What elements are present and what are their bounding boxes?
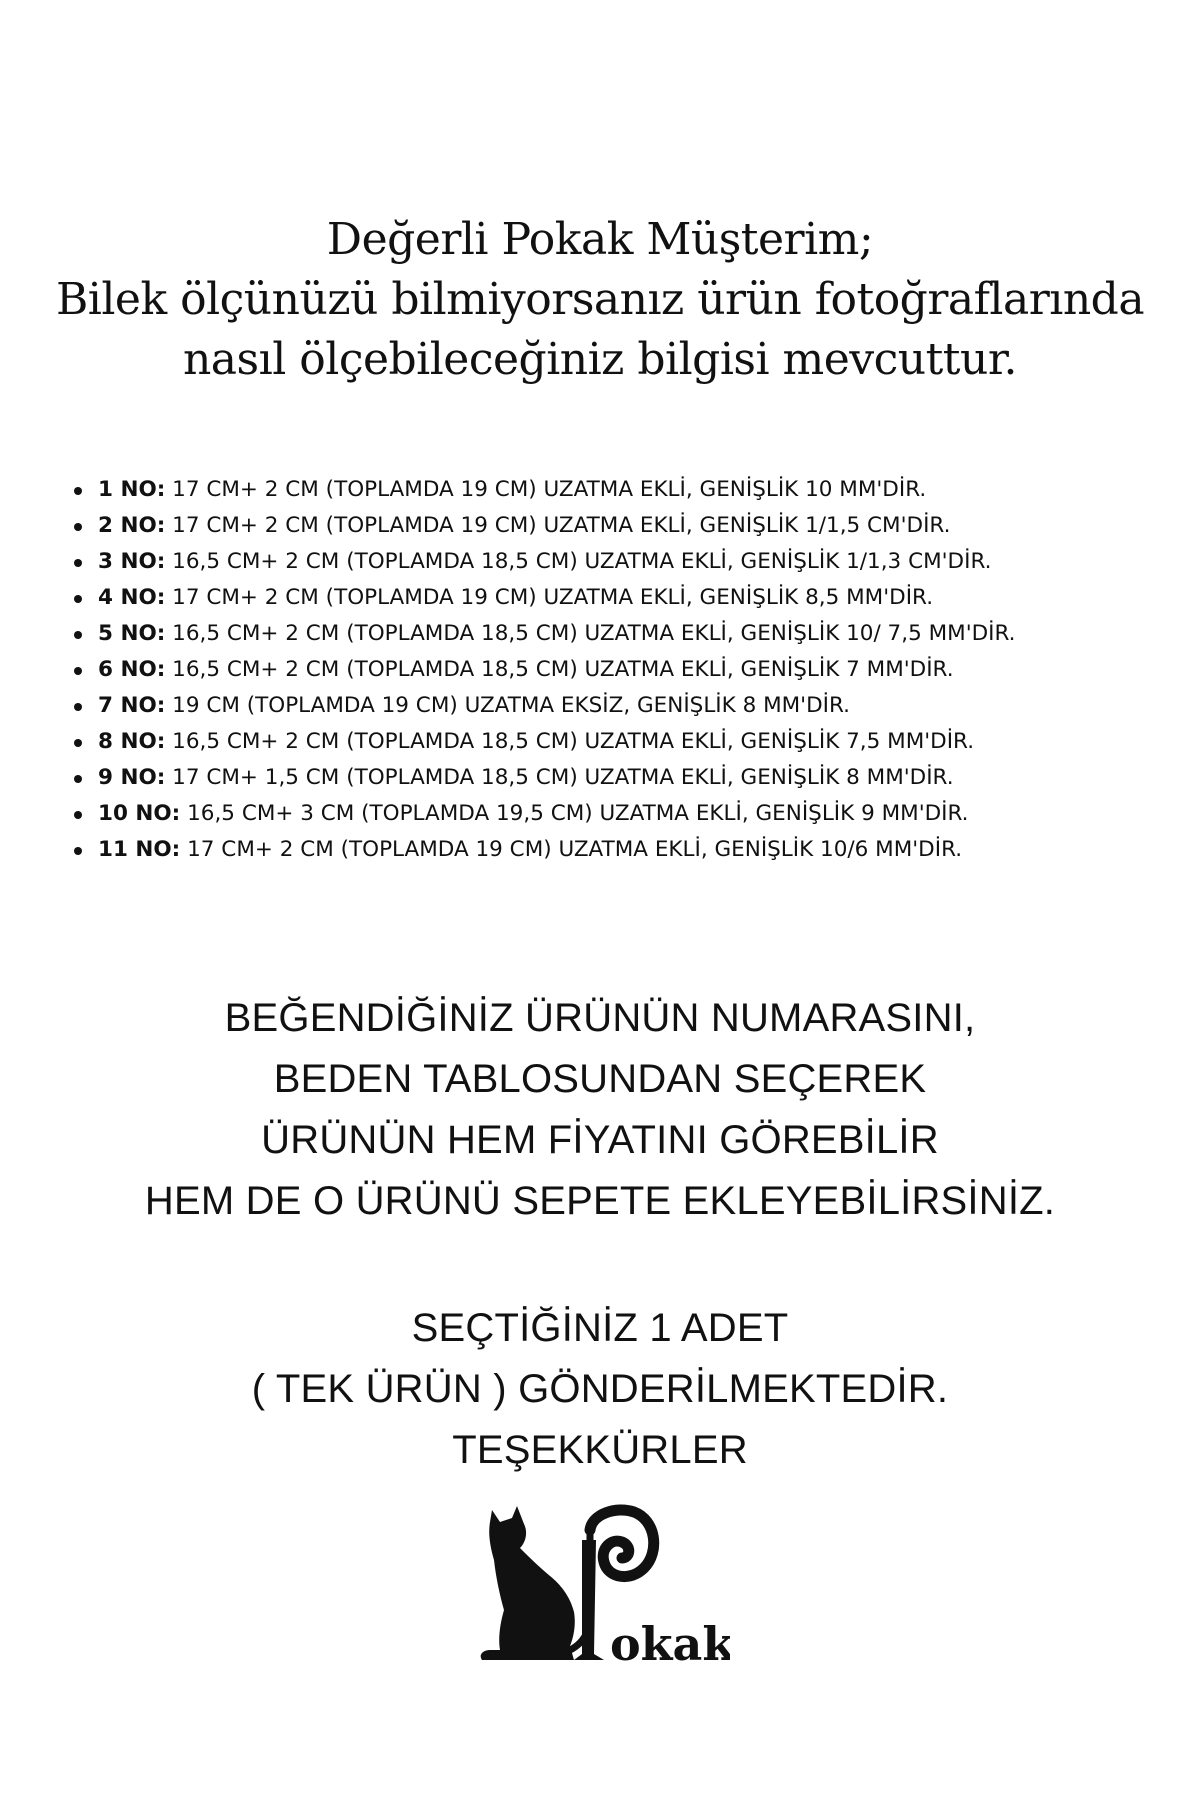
size-number: 3 NO:	[98, 549, 166, 574]
logo-wordmark: okak	[610, 1617, 730, 1670]
size-number: 8 NO:	[98, 729, 166, 754]
ordering-instructions	[0, 988, 1200, 1232]
size-number: 10 NO:	[98, 801, 181, 826]
size-description: 17 CM+ 2 CM (TOPLAMDA 19 CM) UZATMA EKLİ, GENİŞLİK 10/6 MM'DİR.	[180, 837, 963, 862]
size-number: 9 NO:	[98, 765, 166, 790]
thanks-text: TEŞEKKÜRLER	[452, 1428, 748, 1472]
instruction-line: HEM DE O ÜRÜNÜ SEPETE EKLEYEBİLİRSİNİZ.	[144, 1179, 1056, 1223]
size-item	[70, 544, 1016, 580]
size-description: 16,5 CM+ 2 CM (TOPLAMDA 18,5 CM) UZATMA EKLİ, GENİŞLİK 10/ 7,5 MM'DİR.	[165, 621, 1016, 646]
pokak-logo-graphic	[470, 1500, 730, 1670]
size-description: 16,5 CM+ 3 CM (TOPLAMDA 19,5 CM) UZATMA EKLİ, GENİŞLİK 9 MM'DİR.	[180, 801, 969, 826]
size-list	[70, 472, 1016, 868]
greeting-heading	[0, 210, 1200, 390]
size-description: 19 CM (TOPLAMDA 19 CM) UZATMA EKSİZ, GENİŞLİK 8 MM'DİR.	[165, 693, 851, 718]
size-item	[70, 616, 1016, 652]
instruction-line: BEĞENDİĞİNİZ ÜRÜNÜN NUMARASINI,	[224, 996, 976, 1040]
size-number: 6 NO:	[98, 657, 166, 682]
instruction-line: ÜRÜNÜN HEM FİYATINI GÖREBİLİR	[261, 1118, 939, 1162]
logo-p-bowl	[590, 1510, 654, 1577]
size-item	[70, 508, 1016, 544]
greeting-line: Değerli Pokak Müşterim;	[326, 214, 874, 265]
size-item	[70, 472, 1016, 508]
size-number: 7 NO:	[98, 693, 166, 718]
shipping-line: ( TEK ÜRÜN ) GÖNDERİLMEKTEDİR.	[251, 1367, 949, 1411]
pokak-logo	[470, 1500, 730, 1670]
size-item	[70, 652, 1016, 688]
size-item	[70, 580, 1016, 616]
size-description: 17 CM+ 1,5 CM (TOPLAMDA 18,5 CM) UZATMA EKLİ, GENİŞLİK 8 MM'DİR.	[165, 765, 954, 790]
size-item	[70, 760, 1016, 796]
size-description: 17 CM+ 2 CM (TOPLAMDA 19 CM) UZATMA EKLİ, GENİŞLİK 10 MM'DİR.	[165, 477, 927, 502]
instruction-line: BEDEN TABLOSUNDAN SEÇEREK	[273, 1057, 927, 1101]
size-number: 5 NO:	[98, 621, 166, 646]
size-number: 4 NO:	[98, 585, 166, 610]
size-item	[70, 796, 1016, 832]
size-description: 16,5 CM+ 2 CM (TOPLAMDA 18,5 CM) UZATMA EKLİ, GENİŞLİK 7,5 MM'DİR.	[165, 729, 975, 754]
size-description: 16,5 CM+ 2 CM (TOPLAMDA 18,5 CM) UZATMA EKLİ, GENİŞLİK 1/1,3 CM'DİR.	[165, 549, 992, 574]
greeting-line: Bilek ölçünüzü bilmiyorsanız ürün fotoğraflarında	[55, 274, 1145, 325]
shipping-line: SEÇTİĞİNİZ 1 ADET	[411, 1306, 789, 1350]
size-item	[70, 832, 1016, 868]
size-number: 2 NO:	[98, 513, 166, 538]
size-number: 1 NO:	[98, 477, 166, 502]
size-description: 16,5 CM+ 2 CM (TOPLAMDA 18,5 CM) UZATMA EKLİ, GENİŞLİK 7 MM'DİR.	[165, 657, 954, 682]
greeting-line: nasıl ölçebileceğiniz bilgisi mevcuttur.	[182, 334, 1018, 385]
size-item	[70, 688, 1016, 724]
size-item	[70, 724, 1016, 760]
shipping-note	[0, 1298, 1200, 1481]
cat-silhouette-icon	[481, 1506, 575, 1660]
size-number: 11 NO:	[98, 837, 181, 862]
size-description: 17 CM+ 2 CM (TOPLAMDA 19 CM) UZATMA EKLİ, GENİŞLİK 1/1,5 CM'DİR.	[165, 513, 951, 538]
size-description: 17 CM+ 2 CM (TOPLAMDA 19 CM) UZATMA EKLİ, GENİŞLİK 8,5 MM'DİR.	[165, 585, 934, 610]
